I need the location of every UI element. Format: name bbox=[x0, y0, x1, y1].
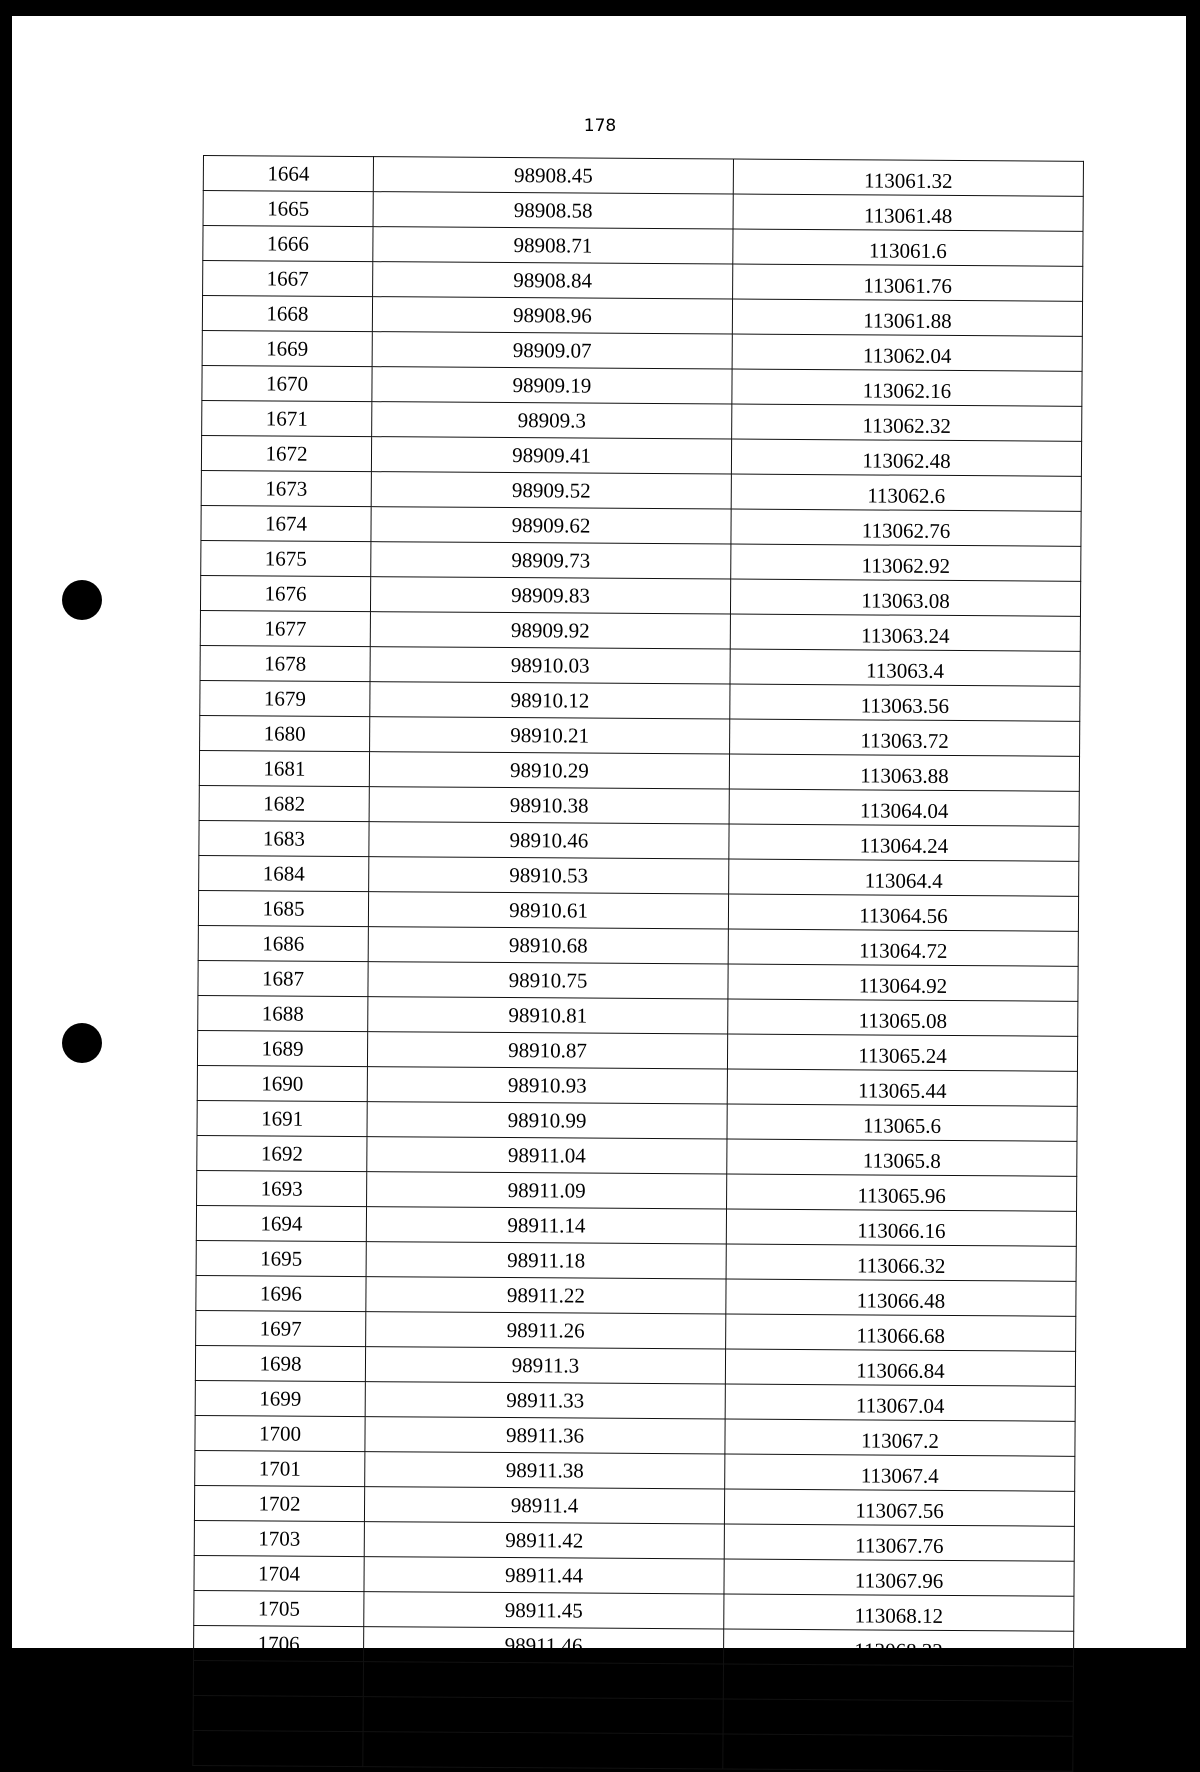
table-body bbox=[193, 156, 1084, 1772]
point-id-cell: 1691 bbox=[197, 1100, 367, 1136]
x-value-cell: 98909.3 bbox=[372, 402, 732, 439]
point-id-cell: 1683 bbox=[199, 820, 369, 856]
point-id-cell: 1685 bbox=[198, 890, 368, 926]
point-id-cell: 1665 bbox=[203, 191, 373, 227]
table-row bbox=[194, 1625, 1074, 1666]
x-value-cell: 98908.96 bbox=[372, 297, 732, 334]
y-value-cell: 113067.2 bbox=[725, 1419, 1075, 1456]
point-id-cell: 1688 bbox=[198, 995, 368, 1031]
x-value-cell: 98911.33 bbox=[365, 1382, 725, 1419]
point-id-cell: 1708 bbox=[193, 1695, 363, 1731]
point-id-cell: 1680 bbox=[200, 715, 370, 751]
table-row bbox=[197, 1065, 1077, 1106]
point-id-cell: 1705 bbox=[194, 1590, 364, 1626]
x-value-cell: 98910.46 bbox=[369, 822, 729, 859]
point-id-cell: 1664 bbox=[203, 156, 373, 192]
point-id-cell: 1689 bbox=[197, 1030, 367, 1066]
table-row bbox=[195, 1345, 1075, 1386]
table-row bbox=[200, 715, 1080, 756]
table-row bbox=[195, 1415, 1075, 1456]
x-value-cell: 98909.07 bbox=[372, 332, 732, 369]
table-row bbox=[198, 995, 1078, 1036]
y-value-cell: 113063.24 bbox=[730, 614, 1080, 651]
x-value-cell: 98911.46 bbox=[364, 1627, 724, 1664]
point-id-cell: 1679 bbox=[200, 680, 370, 716]
x-value-cell: 98911.47 bbox=[363, 1697, 723, 1734]
table-row bbox=[200, 610, 1080, 651]
y-value-cell: 113064.24 bbox=[729, 824, 1079, 861]
x-value-cell: 98909.73 bbox=[371, 542, 731, 579]
y-value-cell: 113063.88 bbox=[729, 754, 1079, 791]
table-row bbox=[194, 1590, 1074, 1631]
point-id-cell: 1704 bbox=[194, 1555, 364, 1591]
table-row bbox=[200, 575, 1080, 616]
x-value-cell: 98911.04 bbox=[367, 1137, 727, 1174]
table-row bbox=[203, 226, 1083, 267]
x-value-cell: 98910.93 bbox=[367, 1067, 727, 1104]
x-value-cell: 98911.44 bbox=[364, 1557, 724, 1594]
x-value-cell: 98908.84 bbox=[373, 262, 733, 299]
point-id-cell: 1697 bbox=[196, 1310, 366, 1346]
point-id-cell: 1678 bbox=[200, 645, 370, 681]
y-value-cell: 113066.68 bbox=[726, 1314, 1076, 1351]
y-value-cell: 113061.76 bbox=[733, 264, 1083, 301]
x-value-cell: 98909.19 bbox=[372, 367, 732, 404]
x-value-cell: 98911.45 bbox=[364, 1592, 724, 1629]
table-row bbox=[202, 296, 1082, 337]
table-row bbox=[201, 505, 1081, 546]
point-id-cell: 1671 bbox=[202, 400, 372, 436]
y-value-cell: 113068.32 bbox=[724, 1629, 1074, 1666]
point-id-cell: 1684 bbox=[199, 855, 369, 891]
table-row bbox=[196, 1275, 1076, 1316]
x-value-cell: 98908.45 bbox=[373, 157, 733, 194]
table-row bbox=[195, 1380, 1075, 1421]
y-value-cell: 113061.48 bbox=[733, 194, 1083, 231]
x-value-cell: 98909.62 bbox=[371, 507, 731, 544]
point-id-cell: 1701 bbox=[195, 1450, 365, 1486]
x-value-cell: 98910.68 bbox=[368, 927, 728, 964]
table-row bbox=[198, 960, 1078, 1001]
x-value-cell: 98910.53 bbox=[369, 857, 729, 894]
x-value-cell: 98911.42 bbox=[364, 1522, 724, 1559]
y-value-cell: 113066.32 bbox=[726, 1244, 1076, 1281]
x-value-cell: 98910.75 bbox=[368, 962, 728, 999]
punch-hole-bottom bbox=[62, 1023, 102, 1063]
x-value-cell: 98910.81 bbox=[368, 997, 728, 1034]
x-value-cell: 98908.71 bbox=[373, 227, 733, 264]
table-row bbox=[196, 1240, 1076, 1281]
point-id-cell: 1672 bbox=[201, 435, 371, 471]
y-value-cell: 113063.4 bbox=[730, 649, 1080, 686]
table-row bbox=[196, 1310, 1076, 1351]
coordinate-table-container bbox=[192, 155, 1083, 1772]
y-value-cell: 113063.08 bbox=[730, 579, 1080, 616]
table-row bbox=[197, 1135, 1077, 1176]
punch-hole-top bbox=[62, 580, 102, 620]
point-id-cell: 1674 bbox=[201, 505, 371, 541]
x-value-cell: 98910.29 bbox=[369, 752, 729, 789]
point-id-cell: 1666 bbox=[203, 226, 373, 262]
y-value-cell: 113068.68 bbox=[723, 1699, 1073, 1736]
y-value-cell: 113062.76 bbox=[731, 509, 1081, 546]
y-value-cell: 113067.4 bbox=[725, 1454, 1075, 1491]
point-id-cell: 1699 bbox=[195, 1380, 365, 1416]
point-id-cell: 1693 bbox=[197, 1170, 367, 1206]
point-id-cell: 1669 bbox=[202, 330, 372, 366]
table-row bbox=[199, 785, 1079, 826]
x-value-cell: 98911.3 bbox=[365, 1347, 725, 1384]
table-row bbox=[201, 470, 1081, 511]
table-row bbox=[202, 400, 1082, 441]
point-id-cell: 1675 bbox=[201, 540, 371, 576]
table-row bbox=[203, 261, 1083, 302]
table-row bbox=[201, 540, 1081, 581]
y-value-cell: 113067.76 bbox=[724, 1524, 1074, 1561]
x-value-cell: 98911.09 bbox=[367, 1172, 727, 1209]
table-row bbox=[203, 156, 1083, 197]
point-id-cell: 1687 bbox=[198, 960, 368, 996]
table-row bbox=[202, 330, 1082, 371]
x-value-cell: 98910.03 bbox=[370, 647, 730, 684]
point-id-cell: 1706 bbox=[194, 1625, 364, 1661]
point-id-cell: 1676 bbox=[200, 575, 370, 611]
point-id-cell: 1681 bbox=[199, 750, 369, 786]
table-row bbox=[195, 1450, 1075, 1491]
point-id-cell: 1703 bbox=[194, 1520, 364, 1556]
x-value-cell: 98911.14 bbox=[366, 1207, 726, 1244]
x-value-cell: 98911.38 bbox=[365, 1452, 725, 1489]
y-value-cell: 113064.56 bbox=[728, 894, 1078, 931]
x-value-cell: 98911.4 bbox=[364, 1487, 724, 1524]
y-value-cell: 113063.72 bbox=[730, 719, 1080, 756]
y-value-cell: 113068.88 bbox=[723, 1734, 1073, 1771]
point-id-cell: 1692 bbox=[197, 1135, 367, 1171]
coordinate-table bbox=[192, 155, 1084, 1772]
y-value-cell: 113066.84 bbox=[725, 1349, 1075, 1386]
y-value-cell: 113065.96 bbox=[727, 1174, 1077, 1211]
table-row bbox=[197, 1030, 1077, 1071]
table-row bbox=[199, 750, 1079, 791]
table-row bbox=[193, 1730, 1073, 1771]
x-value-cell: 98911.22 bbox=[366, 1277, 726, 1314]
y-value-cell: 113061.32 bbox=[733, 159, 1083, 196]
point-id-cell: 1694 bbox=[196, 1205, 366, 1241]
x-value-cell: 98910.12 bbox=[370, 682, 730, 719]
table-row bbox=[198, 925, 1078, 966]
point-id-cell: 1670 bbox=[202, 365, 372, 401]
y-value-cell: 113064.4 bbox=[729, 859, 1079, 896]
x-value-cell: 98911.26 bbox=[366, 1312, 726, 1349]
table-row bbox=[197, 1170, 1077, 1211]
y-value-cell: 113067.04 bbox=[725, 1384, 1075, 1421]
point-id-cell: 1686 bbox=[198, 925, 368, 961]
table-row bbox=[197, 1100, 1077, 1141]
x-value-cell: 98910.38 bbox=[369, 787, 729, 824]
x-value-cell: 98908.58 bbox=[373, 192, 733, 229]
point-id-cell: 1696 bbox=[196, 1275, 366, 1311]
point-id-cell: 1668 bbox=[202, 296, 372, 332]
table-row bbox=[193, 1695, 1073, 1736]
x-value-cell: 98910.99 bbox=[367, 1102, 727, 1139]
point-id-cell: 1673 bbox=[201, 470, 371, 506]
table-row bbox=[194, 1520, 1074, 1561]
y-value-cell: 113065.8 bbox=[727, 1139, 1077, 1176]
y-value-cell: 113068.12 bbox=[724, 1594, 1074, 1631]
x-value-cell: 98911.47 bbox=[363, 1732, 723, 1769]
point-id-cell: 1698 bbox=[195, 1345, 365, 1381]
y-value-cell: 113062.32 bbox=[732, 404, 1082, 441]
y-value-cell: 113062.48 bbox=[731, 439, 1081, 476]
y-value-cell: 113064.72 bbox=[728, 929, 1078, 966]
point-id-cell: 1707 bbox=[193, 1660, 363, 1696]
x-value-cell: 98911.47 bbox=[363, 1662, 723, 1699]
y-value-cell: 113062.92 bbox=[731, 544, 1081, 581]
table-row bbox=[200, 680, 1080, 721]
page-number: 178 bbox=[583, 116, 617, 136]
point-id-cell: 1700 bbox=[195, 1415, 365, 1451]
x-value-cell: 98910.61 bbox=[368, 892, 728, 929]
table-row bbox=[194, 1485, 1074, 1526]
x-value-cell: 98910.87 bbox=[367, 1032, 727, 1069]
table-row bbox=[198, 890, 1078, 931]
y-value-cell: 113066.16 bbox=[726, 1209, 1076, 1246]
table-row bbox=[193, 1660, 1073, 1701]
x-value-cell: 98910.21 bbox=[370, 717, 730, 754]
point-id-cell: 1709 bbox=[193, 1730, 363, 1766]
y-value-cell: 113065.6 bbox=[727, 1104, 1077, 1141]
y-value-cell: 113067.56 bbox=[724, 1489, 1074, 1526]
y-value-cell: 113064.04 bbox=[729, 789, 1079, 826]
table-row bbox=[199, 820, 1079, 861]
table-row bbox=[196, 1205, 1076, 1246]
point-id-cell: 1690 bbox=[197, 1065, 367, 1101]
point-id-cell: 1695 bbox=[196, 1240, 366, 1276]
table-row bbox=[199, 855, 1079, 896]
table-row bbox=[201, 435, 1081, 476]
point-id-cell: 1677 bbox=[200, 610, 370, 646]
y-value-cell: 113065.24 bbox=[727, 1034, 1077, 1071]
x-value-cell: 98909.92 bbox=[370, 612, 730, 649]
table-row bbox=[200, 645, 1080, 686]
point-id-cell: 1702 bbox=[194, 1485, 364, 1521]
x-value-cell: 98909.52 bbox=[371, 472, 731, 509]
x-value-cell: 98911.36 bbox=[365, 1417, 725, 1454]
table-row bbox=[202, 365, 1082, 406]
y-value-cell: 113063.56 bbox=[730, 684, 1080, 721]
y-value-cell: 113067.96 bbox=[724, 1559, 1074, 1596]
y-value-cell: 113065.08 bbox=[728, 999, 1078, 1036]
x-value-cell: 98909.41 bbox=[371, 437, 731, 474]
y-value-cell: 113068.52 bbox=[723, 1664, 1073, 1701]
y-value-cell: 113065.44 bbox=[727, 1069, 1077, 1106]
y-value-cell: 113064.92 bbox=[728, 964, 1078, 1001]
y-value-cell: 113061.6 bbox=[733, 229, 1083, 266]
x-value-cell: 98909.83 bbox=[370, 577, 730, 614]
point-id-cell: 1667 bbox=[203, 261, 373, 297]
y-value-cell: 113061.88 bbox=[732, 299, 1082, 336]
x-value-cell: 98911.18 bbox=[366, 1242, 726, 1279]
table-row bbox=[203, 191, 1083, 232]
point-id-cell: 1682 bbox=[199, 785, 369, 821]
y-value-cell: 113062.16 bbox=[732, 369, 1082, 406]
y-value-cell: 113062.6 bbox=[731, 474, 1081, 511]
table-row bbox=[194, 1555, 1074, 1596]
y-value-cell: 113066.48 bbox=[726, 1279, 1076, 1316]
y-value-cell: 113062.04 bbox=[732, 334, 1082, 371]
